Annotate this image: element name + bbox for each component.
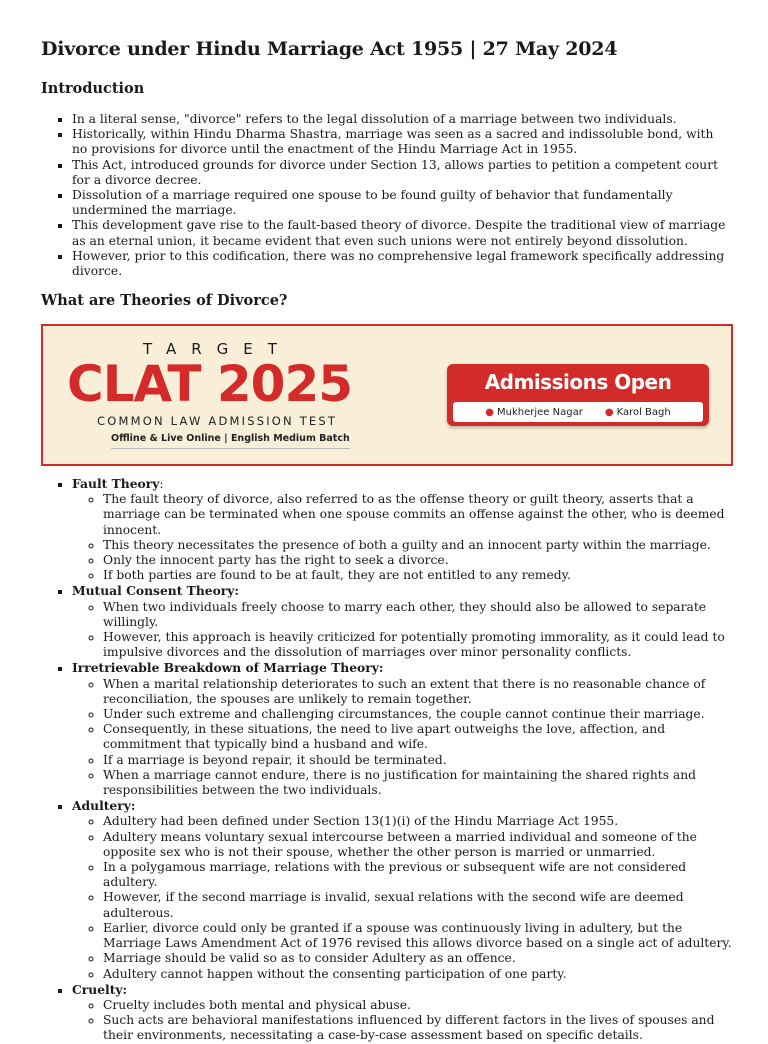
- location-mukherjee-nagar: [485, 407, 583, 418]
- list-item: ◦ However, if the second marriage is invalid, sexual relations with the second wife are deemed adulterous.: [103, 890, 732, 920]
- list-item: ◦ When a marital relationship deteriorates to such an extent that there is no reasonable chance of reconciliation, the spouses are unlikely to remain together.: [103, 677, 732, 707]
- location-label: Mukherjee Nagar: [497, 406, 583, 418]
- list-item: ◦ If a marriage is beyond repair, it should be terminated.: [103, 753, 732, 768]
- theory-title: Fault Theory: [72, 476, 160, 491]
- list-item: ◦ When two individuals freely choose to marry each other, they should also be allowed to separate willingly.: [103, 600, 732, 630]
- list-item: ◦ Adultery cannot happen without the consenting participation of one party.: [103, 967, 732, 982]
- list-item: ◦ Only the innocent party has the right to seek a divorce.: [103, 553, 732, 568]
- theory-title: Adultery:: [72, 798, 136, 814]
- theories-list: [72, 476, 732, 1044]
- page-title: Divorce under Hindu Marriage Act 1955 | 27 May 2024: [41, 38, 618, 60]
- intro-list: [72, 112, 732, 279]
- theories-heading: What are Theories of Divorce?: [41, 292, 288, 309]
- list-item: ◦ Such acts are behavioral manifestations influenced by different factors in the lives of spouses and their environments, necessitating a case-by-case assessment based on specific details.: [103, 1013, 732, 1043]
- theory-points: [72, 677, 732, 799]
- list-item: ◦ Consequently, in these situations, the need to live apart outweighs the love, affection, and commitment that typically bind a husband and wife.: [103, 722, 732, 752]
- theory-title: Irretrievable Breakdown of Marriage Theory:: [72, 660, 384, 676]
- list-item: ◦ In a polygamous marriage, relations with the previous or subsequent wife are not considered adultery.: [103, 860, 732, 890]
- map-pin-icon: ●: [604, 406, 614, 418]
- admissions-open-button[interactable]: [447, 364, 709, 426]
- intro-heading: Introduction: [41, 80, 145, 97]
- map-pin-icon: ●: [485, 406, 494, 418]
- list-item: ◦ However, this approach is heavily criticized for potentially promoting immorality, as it could lead to impulsive divorces and the dissolution of marriages over minor personality conflicts.: [103, 630, 732, 660]
- list-item: ▪ Dissolution of a marriage required one spouse to be found guilty of behavior that fundamentally undermined the marriage.: [72, 188, 732, 218]
- theory-fault: [72, 476, 732, 583]
- list-item: ◦ Adultery had been defined under Section 13(1)(i) of the Hindu Marriage Act 1955.: [103, 814, 732, 829]
- theory-points: [72, 814, 732, 981]
- list-item: ▪ Historically, within Hindu Dharma Shastra, marriage was seen as a sacred and indissoluble bond, with no provisions for divorce until the enactment of the Hindu Marriage Act in 1955.: [72, 127, 732, 157]
- banner-batch-info: Offline & Live Online | English Medium Batch: [111, 433, 350, 449]
- clat-ad-banner[interactable]: [41, 324, 733, 466]
- admissions-open-label: Admissions Open: [484, 370, 672, 394]
- theory-title: Mutual Consent Theory:: [72, 583, 239, 599]
- theory-cruelty: [72, 982, 732, 1044]
- list-item: ◦ If both parties are found to be at fault, they are not entitled to any remedy.: [103, 568, 732, 583]
- list-item: ◦ Under such extreme and challenging circumstances, the couple cannot continue their marriage.: [103, 707, 732, 722]
- list-item: ◦ When a marriage cannot endure, there is no justification for maintaining the shared rights and responsibilities between the two individuals.: [103, 768, 732, 798]
- theory-points: [72, 600, 732, 661]
- location-karol-bagh: [605, 407, 671, 418]
- list-item: ◦ Cruelty includes both mental and physical abuse.: [103, 998, 732, 1013]
- list-item: ▪ In a literal sense, "divorce" refers to the legal dissolution of a marriage between two individuals.: [72, 112, 732, 127]
- list-item: ▪ This development gave rise to the fault-based theory of divorce. Despite the traditional view of marriage as an eternal union, it became evident that even such unions were not entirely beyond dissolution.: [72, 218, 732, 248]
- list-item: ◦ This theory necessitates the presence of both a guilty and an innocent party within the marriage.: [103, 538, 732, 553]
- list-item: ▪ This Act, introduced grounds for divorce under Section 13, allows parties to petition a competent court for a divorce decree.: [72, 158, 732, 188]
- banner-target-text: TARGET: [143, 340, 292, 358]
- list-item: ◦ Marriage should be valid so as to consider Adultery as an offence.: [103, 951, 732, 966]
- list-item: ◦ Adultery means voluntary sexual intercourse between a married individual and someone of the opposite sex who is not their spouse, whether the other person is married or unmarried.: [103, 830, 732, 860]
- theory-points: [72, 492, 732, 583]
- banner-exam-name: COMMON LAW ADMISSION TEST: [97, 414, 338, 428]
- list-item: ◦ Earlier, divorce could only be granted if a spouse was continuously living in adultery, but the Marriage Laws Amendment Act of 1976 revised this allows divorce based on a single act of adultery.: [103, 921, 732, 951]
- theory-points: [72, 998, 732, 1044]
- theory-adultery: [72, 798, 732, 981]
- theory-title-suffix: :: [159, 477, 164, 491]
- theory-mutual-consent: [72, 583, 732, 660]
- banner-clat-title: CLAT 2025: [67, 355, 353, 413]
- theory-irretrievable-breakdown: [72, 660, 732, 798]
- theory-title: Cruelty:: [72, 981, 128, 997]
- banner-locations: [453, 402, 703, 422]
- list-item: ◦ The fault theory of divorce, also referred to as the offense theory or guilt theory, asserts that a marriage can be terminated when one spouse commits an offense against the other, who is deemed innocent.: [103, 492, 732, 538]
- location-label: Karol Bagh: [616, 406, 671, 418]
- list-item: ▪ However, prior to this codification, there was no comprehensive legal framework specifically addressing divorce.: [72, 249, 732, 279]
